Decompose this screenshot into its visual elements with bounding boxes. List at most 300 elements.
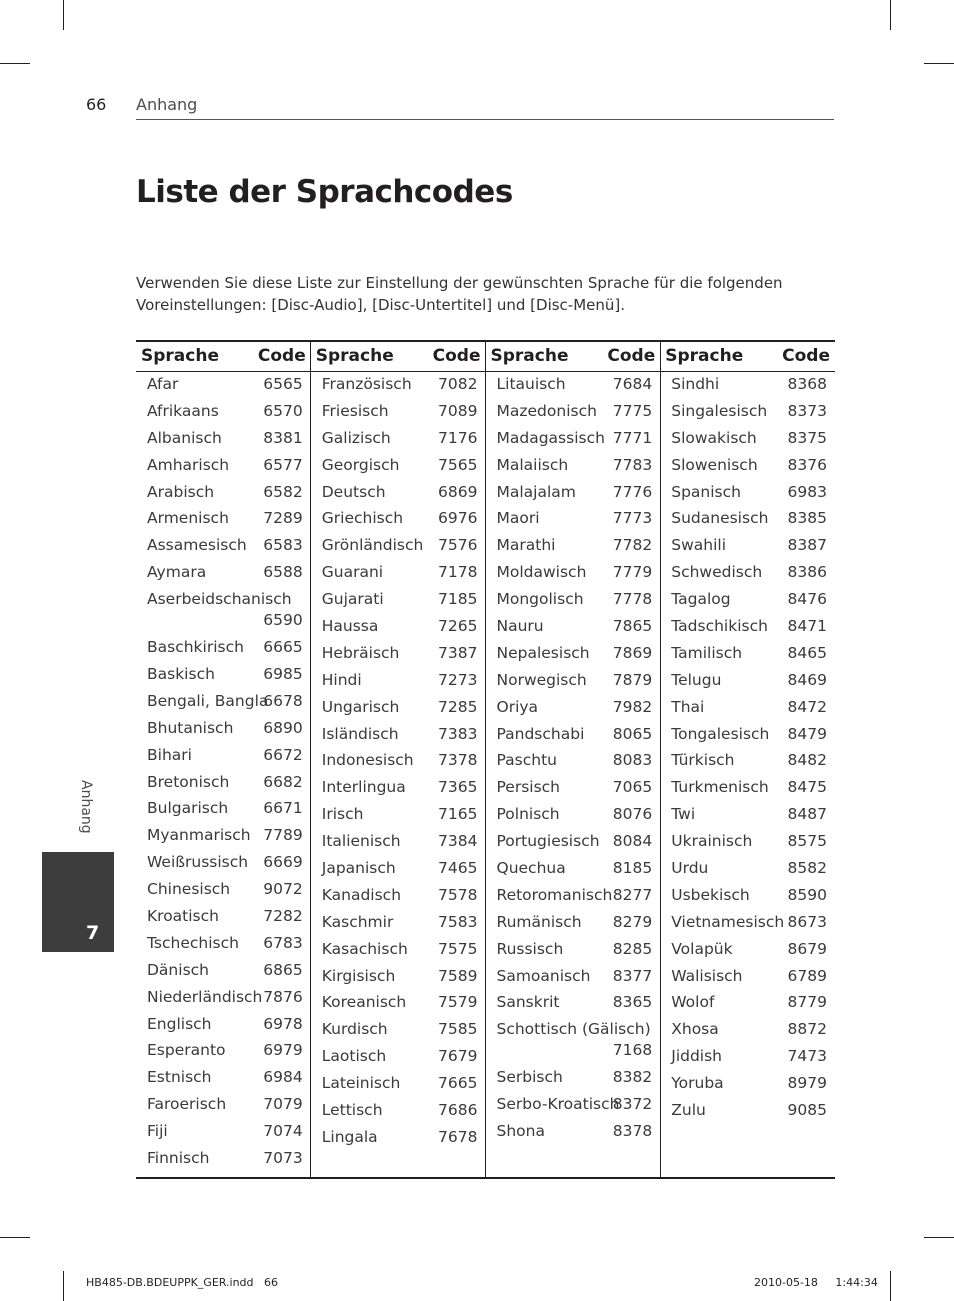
language-code: 6890	[263, 718, 303, 737]
language-name: Yoruba	[671, 1074, 724, 1093]
language-code: 8386	[787, 563, 827, 582]
language-name: Hebräisch	[321, 643, 400, 662]
column-header	[660, 342, 835, 372]
language-name: Litauisch	[496, 375, 566, 393]
table-row	[660, 803, 835, 830]
table-row	[311, 991, 486, 1018]
language-name: Serbo-Kroatisch	[496, 1095, 620, 1114]
language-name: Shona	[496, 1122, 545, 1141]
table-row	[486, 803, 661, 830]
language-code: 6577	[263, 455, 303, 474]
table-row	[311, 749, 486, 776]
table-row	[136, 454, 311, 481]
table-row	[486, 749, 661, 776]
language-code: 7082	[438, 375, 478, 393]
table-row	[660, 776, 835, 803]
language-name: Persisch	[496, 778, 561, 797]
language-code: 8979	[787, 1074, 827, 1093]
language-code: 6588	[263, 563, 303, 582]
table-row	[660, 1099, 835, 1126]
language-name: Englisch	[147, 1014, 212, 1033]
table-row	[486, 561, 661, 588]
table-row	[136, 427, 311, 454]
language-code: 7383	[438, 724, 478, 743]
language-name: Xhosa	[671, 1020, 719, 1039]
language-name: Aymara	[147, 563, 207, 582]
language-name: Ungarisch	[321, 697, 400, 716]
language-name: Dänisch	[147, 960, 209, 979]
table-row	[660, 965, 835, 992]
language-name: Japanisch	[321, 859, 396, 878]
language-name: Irisch	[321, 805, 364, 824]
language-name: Kirgisisch	[321, 966, 396, 985]
language-name: Tadschikisch	[671, 617, 768, 636]
table-row	[136, 534, 311, 561]
language-name: Deutsch	[321, 482, 386, 501]
table-row	[486, 534, 661, 561]
language-code: 8476	[787, 590, 827, 609]
language-code: 7473	[787, 1047, 827, 1066]
language-name: Weißrussisch	[147, 853, 249, 872]
language-name: Mongolisch	[496, 590, 584, 609]
language-code: 8582	[787, 859, 827, 878]
table-row	[660, 884, 835, 911]
table-row	[136, 797, 311, 824]
table-row	[486, 938, 661, 965]
table-column	[660, 373, 835, 1126]
language-code-table	[136, 340, 835, 1179]
table-row	[486, 642, 661, 669]
table-row	[660, 749, 835, 776]
language-name: Ukrainisch	[671, 832, 753, 851]
table-row	[136, 824, 311, 851]
language-code: 8084	[612, 832, 653, 851]
language-name: Bengali, Bangla	[147, 691, 269, 710]
table-row	[136, 717, 311, 744]
table-row	[136, 561, 311, 588]
language-name: Rumänisch	[496, 912, 582, 931]
language-name: Haussa	[321, 617, 379, 636]
table-row	[486, 1066, 661, 1093]
language-name: Zulu	[671, 1101, 706, 1120]
language-name: Lettisch	[321, 1101, 383, 1120]
language-code: 7865	[612, 617, 653, 636]
crop-mark	[63, 1271, 64, 1301]
language-name: Bihari	[147, 745, 192, 764]
table-row	[136, 507, 311, 534]
table-row	[660, 642, 835, 669]
table-row	[311, 884, 486, 911]
language-code: 8471	[787, 617, 827, 636]
language-name: Twi	[671, 805, 696, 824]
crop-mark	[63, 0, 64, 30]
table-row	[311, 427, 486, 454]
language-code: 8377	[612, 966, 653, 985]
table-row	[136, 1066, 311, 1093]
language-code: 8279	[612, 912, 653, 931]
table-row	[136, 690, 311, 717]
language-code: 8185	[612, 859, 653, 878]
table-row	[486, 857, 661, 884]
language-code: 7678	[438, 1127, 478, 1146]
language-name: Guarani	[321, 563, 384, 582]
language-code: 7378	[438, 751, 478, 770]
header-language: Sprache	[141, 346, 219, 366]
table-row	[136, 400, 311, 427]
language-code: 8365	[612, 993, 653, 1012]
language-code: 8378	[612, 1122, 653, 1141]
language-name: Schottisch (Gälisch)	[496, 1020, 651, 1039]
language-code: 6583	[263, 536, 303, 555]
language-name: Thai	[671, 697, 705, 716]
language-name: Russisch	[496, 939, 564, 958]
language-code: 7789	[263, 826, 303, 845]
crop-mark	[0, 63, 30, 64]
table-row	[136, 959, 311, 986]
language-code: 8575	[787, 832, 827, 851]
header-rule	[136, 119, 834, 120]
language-code: 7073	[263, 1149, 303, 1168]
language-name: Afrikaans	[147, 401, 219, 420]
table-row	[486, 776, 661, 803]
language-name: Oriya	[496, 697, 539, 716]
footer-timestamp: 2010-05-18 1:44:34	[754, 1276, 878, 1289]
language-name: Quechua	[496, 859, 566, 878]
language-code: 7578	[438, 885, 478, 904]
language-code: 6865	[263, 960, 303, 979]
language-name: Schwedisch	[671, 563, 763, 582]
language-name: Finnisch	[147, 1149, 210, 1168]
language-code: 6976	[438, 509, 478, 528]
table-column	[136, 373, 311, 1174]
language-code: 7684	[612, 375, 653, 393]
table-row	[136, 588, 311, 636]
language-name: Griechisch	[321, 509, 404, 528]
language-name: Faroerisch	[147, 1095, 227, 1114]
table-column	[486, 373, 661, 1147]
language-code: 8083	[612, 751, 653, 770]
language-code: 8475	[787, 778, 827, 797]
language-name: Singalesisch	[671, 401, 768, 420]
language-code: 7168	[612, 1041, 653, 1060]
table-row	[311, 696, 486, 723]
language-name: Kroatisch	[147, 907, 219, 926]
table-row	[660, 615, 835, 642]
language-code: 6979	[263, 1041, 303, 1060]
language-code: 8465	[787, 643, 827, 662]
language-name: Norwegisch	[496, 670, 587, 689]
language-name: Usbekisch	[671, 885, 750, 904]
language-code: 7776	[612, 482, 653, 501]
table-row	[660, 696, 835, 723]
language-code: 8387	[787, 536, 827, 555]
language-name: Paschtu	[496, 751, 557, 770]
language-name: Tamilisch	[671, 643, 743, 662]
language-code: 7589	[438, 966, 478, 985]
language-code: 8076	[612, 805, 653, 824]
language-name: Türkisch	[671, 751, 735, 770]
table-row	[136, 373, 311, 400]
language-code: 6789	[787, 966, 827, 985]
language-code: 8487	[787, 805, 827, 824]
language-code: 7273	[438, 670, 478, 689]
language-name: Bretonisch	[147, 772, 230, 791]
language-code: 6678	[263, 691, 303, 710]
language-name: Volapük	[671, 939, 733, 958]
language-name: Mazedonisch	[496, 401, 597, 420]
language-name: Malaiisch	[496, 455, 569, 474]
table-row	[311, 642, 486, 669]
language-code: 7065	[612, 778, 653, 797]
table-row	[660, 373, 835, 400]
table-row	[311, 938, 486, 965]
language-code: 7565	[438, 455, 478, 474]
language-code: 8673	[787, 912, 827, 931]
language-code: 8472	[787, 697, 827, 716]
chapter-number: 7	[86, 922, 100, 944]
table-row	[311, 776, 486, 803]
table-row	[660, 507, 835, 534]
table-row	[311, 965, 486, 992]
language-code: 8375	[787, 428, 827, 447]
table-row	[311, 669, 486, 696]
table-row	[311, 803, 486, 830]
page-number: 66	[86, 95, 107, 114]
language-name: Moldawisch	[496, 563, 587, 582]
language-code: 8373	[787, 401, 827, 420]
language-code: 7074	[263, 1122, 303, 1141]
table-row	[486, 965, 661, 992]
language-code: 7289	[263, 509, 303, 528]
table-row	[486, 1120, 661, 1147]
language-code: 7165	[438, 805, 478, 824]
table-row	[311, 1072, 486, 1099]
table-row	[486, 669, 661, 696]
table-row	[486, 615, 661, 642]
language-code: 7465	[438, 859, 478, 878]
table-row	[136, 744, 311, 771]
table-row	[486, 696, 661, 723]
language-name: Galizisch	[321, 428, 391, 447]
header-code: Code	[782, 346, 830, 366]
language-code: 8590	[787, 885, 827, 904]
table-row	[311, 1045, 486, 1072]
table-row	[311, 1099, 486, 1126]
language-code: 9072	[263, 880, 303, 899]
language-name: Turkmenisch	[671, 778, 769, 797]
language-name: Arabisch	[147, 482, 215, 501]
language-name: Friesisch	[321, 401, 389, 420]
language-code: 7185	[438, 590, 478, 609]
language-code: 7783	[612, 455, 653, 474]
table-row	[136, 481, 311, 508]
language-name: Sudanesisch	[671, 509, 769, 528]
language-code: 9085	[787, 1101, 827, 1120]
table-row	[486, 481, 661, 508]
language-code: 7285	[438, 697, 478, 716]
language-name: Amharisch	[147, 455, 230, 474]
language-code: 6672	[263, 745, 303, 764]
language-code: 6984	[263, 1068, 303, 1087]
language-code: 7583	[438, 912, 478, 931]
language-name: Wolof	[671, 993, 715, 1012]
language-code: 7869	[612, 643, 653, 662]
language-name: Tschechisch	[147, 933, 239, 952]
table-row	[311, 911, 486, 938]
language-name: Samoanisch	[496, 966, 591, 985]
language-code: 7576	[438, 536, 478, 555]
page-title: Liste der Sprachcodes	[136, 174, 513, 210]
table-row	[136, 1120, 311, 1147]
intro-text: Verwenden Sie diese Liste zur Einstellung der gewünschten Sprache für die folgenden Voreinstellungen: [Disc-Audio], [Disc-Untertitel] und [Disc-Menü].	[136, 274, 783, 314]
language-name: Französisch	[321, 375, 412, 393]
table-row	[311, 481, 486, 508]
table-column	[311, 373, 486, 1153]
table-row	[136, 1013, 311, 1040]
table-row	[660, 911, 835, 938]
language-name: Grönländisch	[321, 536, 424, 555]
table-row	[660, 534, 835, 561]
header-code: Code	[432, 346, 481, 366]
language-name: Malajalam	[496, 482, 576, 501]
language-code: 7879	[612, 670, 653, 689]
table-row	[311, 1126, 486, 1153]
language-code: 6682	[263, 772, 303, 791]
column-header	[486, 342, 661, 372]
language-name: Portugiesisch	[496, 832, 600, 851]
table-row	[311, 507, 486, 534]
language-name: Kurdisch	[321, 1020, 388, 1039]
language-code: 8368	[787, 375, 827, 393]
table-row	[660, 561, 835, 588]
language-code: 8382	[612, 1068, 653, 1087]
table-row	[311, 534, 486, 561]
table-row	[660, 481, 835, 508]
language-name: Vietnamesisch	[671, 912, 785, 931]
language-code: 7365	[438, 778, 478, 797]
table-row	[660, 830, 835, 857]
language-code: 7384	[438, 832, 478, 851]
header-code: Code	[607, 346, 656, 366]
language-name: Jiddish	[671, 1047, 723, 1066]
language-name: Slowakisch	[671, 428, 757, 447]
language-name: Serbisch	[496, 1068, 563, 1087]
language-name: Nauru	[496, 617, 544, 636]
language-code: 7176	[438, 428, 478, 447]
table-row	[311, 561, 486, 588]
table-row	[311, 615, 486, 642]
table-row	[136, 663, 311, 690]
table-row	[660, 857, 835, 884]
language-code: 7679	[438, 1047, 478, 1066]
language-name: Baschkirisch	[147, 638, 244, 657]
language-code: 6565	[263, 375, 303, 393]
table-row	[660, 588, 835, 615]
language-code: 7771	[612, 428, 653, 447]
language-name: Italienisch	[321, 832, 401, 851]
language-code: 7089	[438, 401, 478, 420]
language-code: 8376	[787, 455, 827, 474]
language-name: Esperanto	[147, 1041, 226, 1060]
table-row	[660, 427, 835, 454]
language-code: 6671	[263, 799, 303, 818]
table-row	[311, 400, 486, 427]
language-code: 7779	[612, 563, 653, 582]
language-name: Gujarati	[321, 590, 384, 609]
language-code: 7775	[612, 401, 653, 420]
table-row	[660, 400, 835, 427]
language-name: Albanisch	[147, 428, 222, 447]
header-language: Sprache	[665, 346, 744, 366]
language-name: Kaschmir	[321, 912, 394, 931]
table-row	[660, 938, 835, 965]
table-row	[660, 991, 835, 1018]
table-row	[136, 905, 311, 932]
table-row	[486, 588, 661, 615]
language-name: Hindi	[321, 670, 362, 689]
language-name: Madagassisch	[496, 428, 605, 447]
table-row	[311, 373, 486, 400]
language-code: 6590	[263, 611, 303, 630]
language-name: Fiji	[147, 1122, 168, 1141]
header-code: Code	[257, 346, 306, 366]
language-code: 8277	[612, 885, 653, 904]
language-name: Swahili	[671, 536, 727, 555]
language-name: Maori	[496, 509, 540, 528]
language-code: 8065	[612, 724, 653, 743]
table-row	[136, 771, 311, 798]
table-row	[486, 884, 661, 911]
language-code: 7178	[438, 563, 478, 582]
language-name: Kasachisch	[321, 939, 408, 958]
column-header	[311, 342, 486, 372]
table-row	[486, 830, 661, 857]
language-name: Afar	[147, 375, 179, 393]
language-code: 7782	[612, 536, 653, 555]
language-code: 7265	[438, 617, 478, 636]
language-code: 6983	[787, 482, 827, 501]
language-name: Armenisch	[147, 509, 229, 528]
crop-mark	[890, 0, 891, 30]
language-name: Telugu	[671, 670, 722, 689]
language-code: 7579	[438, 993, 478, 1012]
language-code: 6582	[263, 482, 303, 501]
language-name: Chinesisch	[147, 880, 231, 899]
table-row	[311, 857, 486, 884]
language-name: Kanadisch	[321, 885, 402, 904]
table-row	[311, 1018, 486, 1045]
language-name: Retoromanisch	[496, 885, 613, 904]
header-language: Sprache	[490, 346, 569, 366]
language-code: 7876	[263, 987, 303, 1006]
table-row	[486, 991, 661, 1018]
language-code: 8779	[787, 993, 827, 1012]
table-row	[311, 830, 486, 857]
language-name: Lingala	[321, 1127, 378, 1146]
language-code: 7585	[438, 1020, 478, 1039]
language-name: Aserbeidschanisch	[147, 590, 292, 609]
crop-mark	[890, 1271, 891, 1301]
table-row	[136, 986, 311, 1013]
language-code: 7982	[612, 697, 653, 716]
language-name: Walisisch	[671, 966, 743, 985]
language-code: 8381	[263, 428, 303, 447]
side-section-label: Anhang	[78, 780, 94, 834]
language-code: 6978	[263, 1014, 303, 1033]
language-code: 8469	[787, 670, 827, 689]
crop-mark	[0, 1237, 30, 1238]
language-name: Isländisch	[321, 724, 399, 743]
